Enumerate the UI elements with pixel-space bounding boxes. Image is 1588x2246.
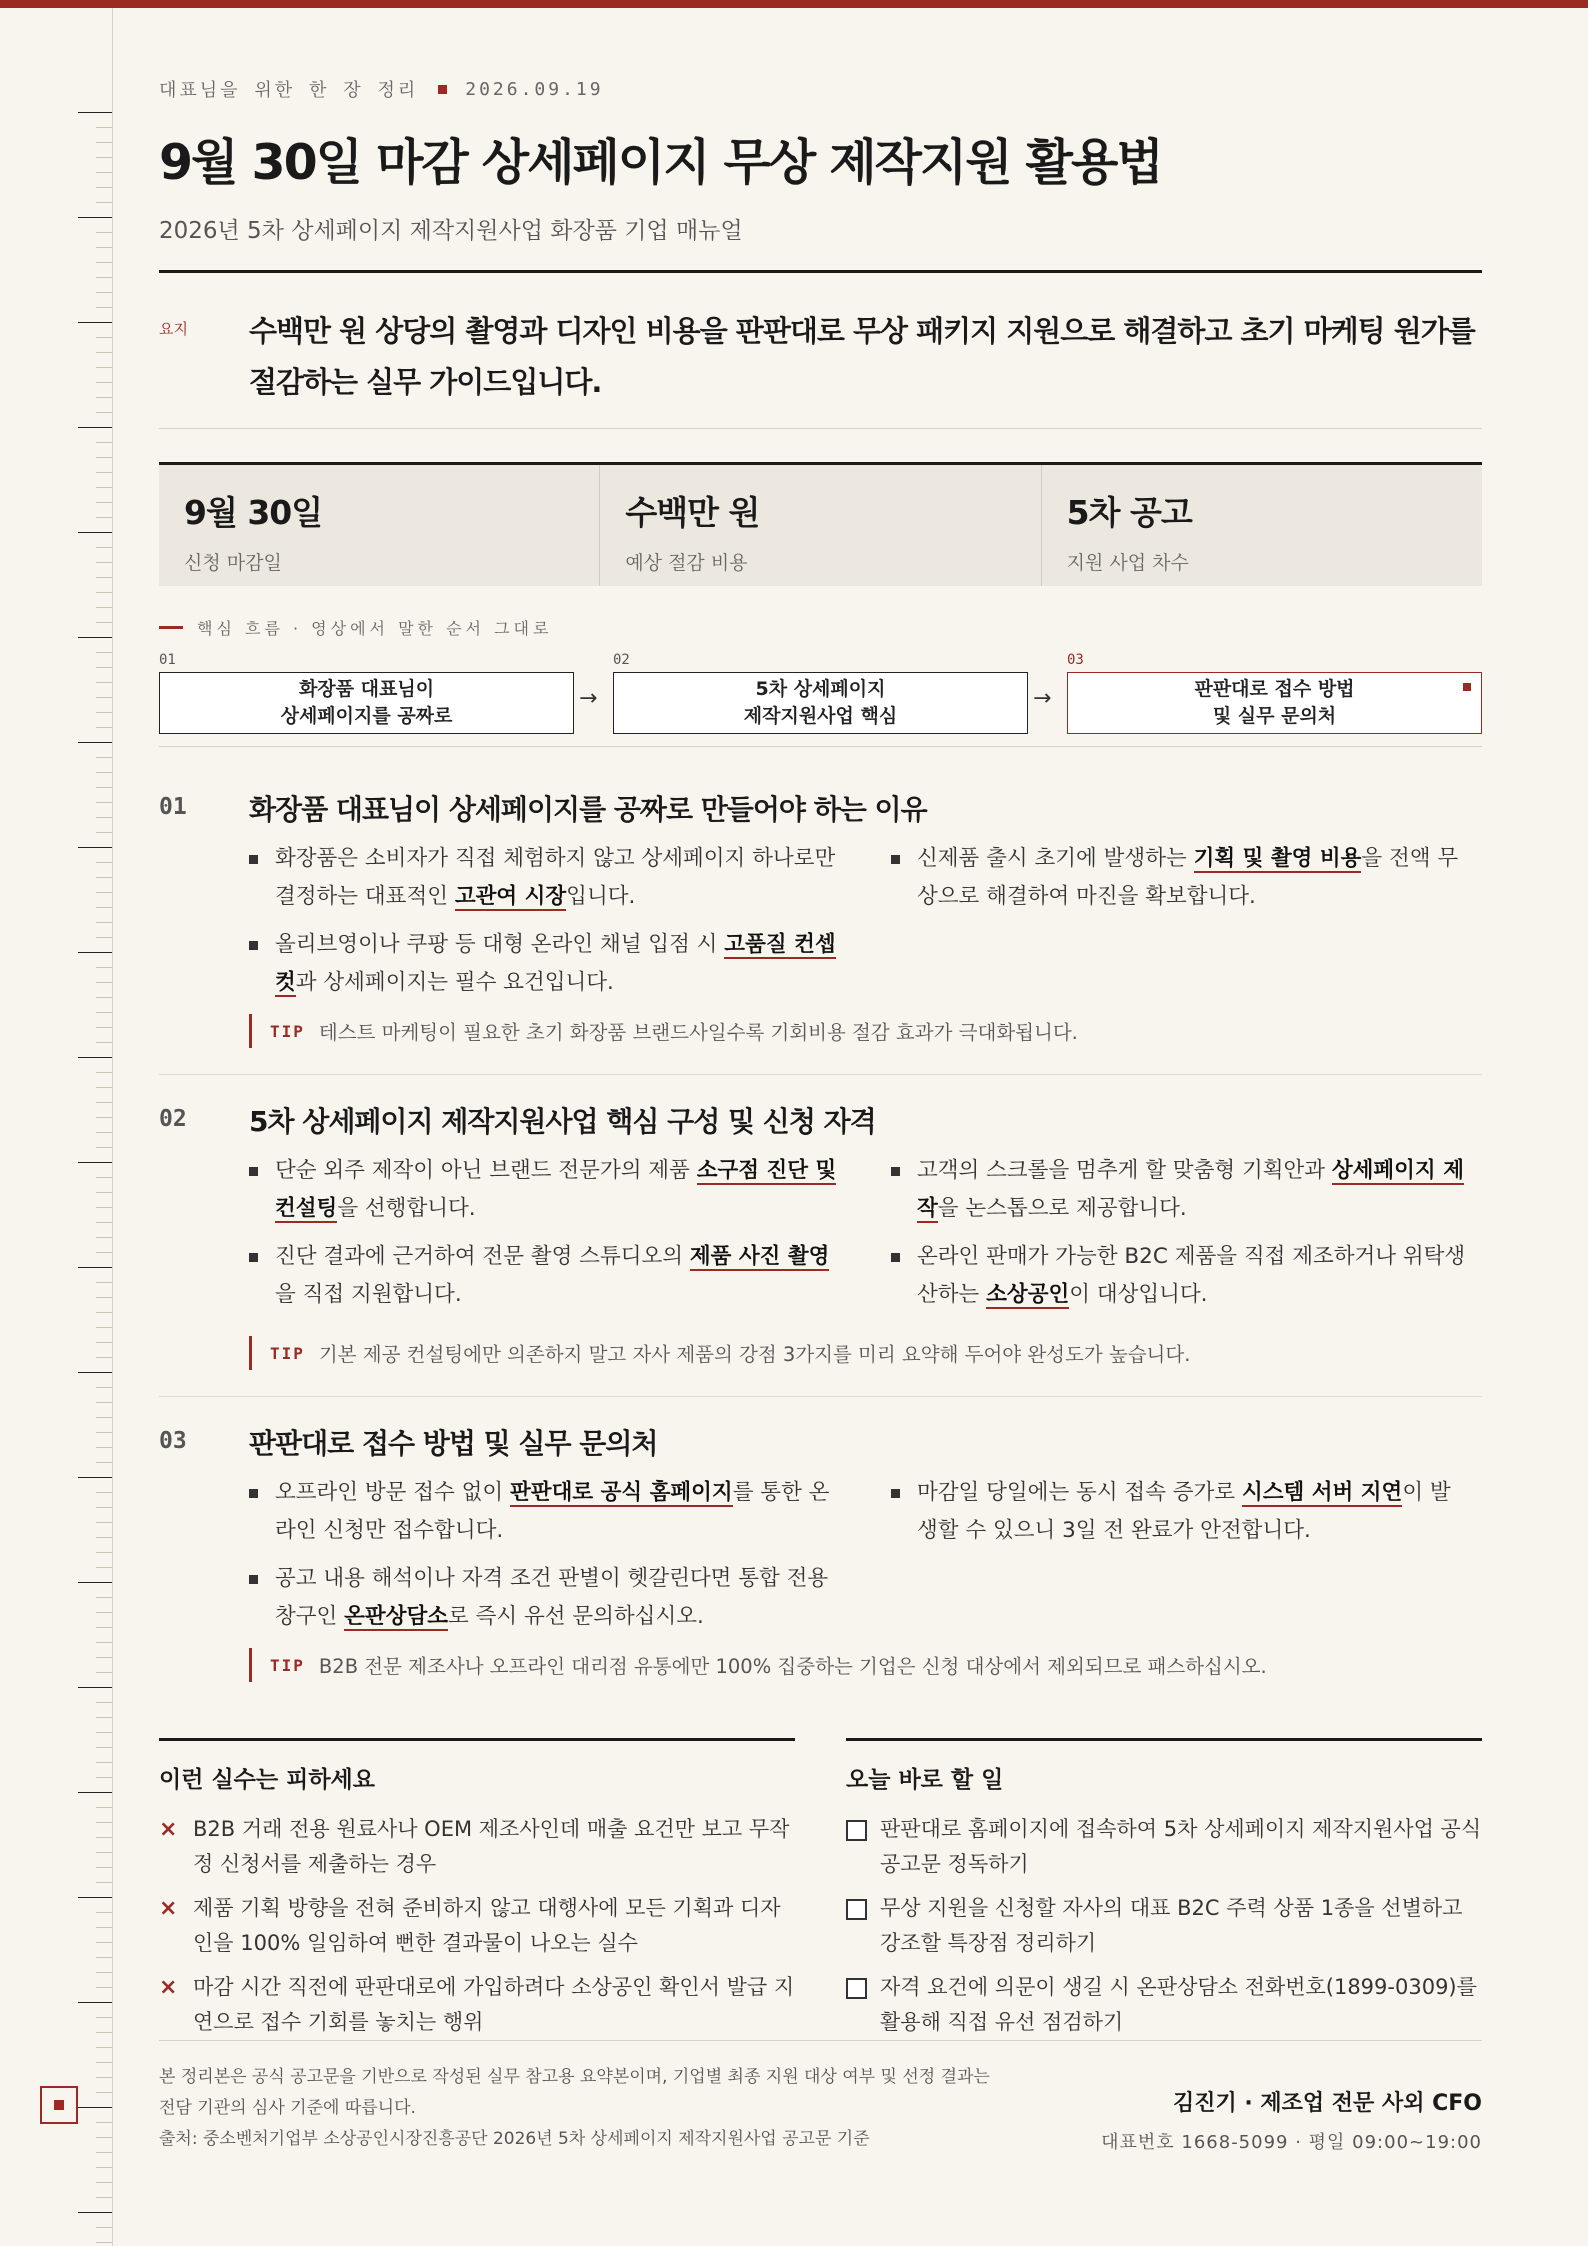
section-number: 02 [159, 1106, 187, 1132]
stat-value: 수백만 원 [625, 493, 760, 532]
ruler-tick [96, 1252, 112, 1253]
ruler-tick [96, 1612, 112, 1613]
ruler-tick [96, 1387, 112, 1388]
list-item: 신제품 출시 초기에 발생하는 기획 및 촬영 비용을 전액 무상으로 해결하여 마진을 확보합니다. [891, 840, 1471, 916]
ruler-tick [96, 1807, 112, 1808]
section-column-right [891, 1474, 1471, 1560]
ruler-tick [96, 1957, 112, 1958]
ruler-tick [96, 1672, 112, 1673]
footer-disclaimer [159, 2062, 1039, 2155]
ruler-tick [96, 1357, 112, 1358]
ruler-tick [96, 1447, 112, 1448]
ruler-tick [96, 2047, 112, 2048]
ruler-tick [96, 1567, 112, 1568]
flow-step-line: 판판대로 접수 방법 [1194, 678, 1355, 700]
ruler-tick [96, 517, 112, 518]
ruler-tick [96, 2122, 112, 2123]
mistakes-heading: 이런 실수는 피하세요 [159, 1767, 375, 1793]
ruler-tick [96, 1042, 112, 1043]
flow-step-number: 02 [613, 652, 630, 668]
tip-label: TIP [270, 1655, 305, 1675]
list-item: 고객의 스크롤을 멈추게 할 맞춤형 기획안과 상세페이지 제작을 논스톱으로 제공합니다. [891, 1152, 1471, 1228]
mistake-item: × 마감 시간 직전에 판판대로에 가입하려다 소상공인 확인서 발급 지연으로 접수 기회를 놓치는 행위 [159, 1970, 795, 2040]
ruler-tick [96, 142, 112, 143]
ruler-tick [96, 382, 112, 383]
ruler-tick [96, 727, 112, 728]
ruler-tick [96, 2227, 112, 2228]
list-item: 온라인 판매가 가능한 B2C 제품을 직접 제조하거나 위탁생산하는 소상공인이 대상입니다. [891, 1238, 1471, 1314]
divider [159, 428, 1482, 429]
list-item: 올리브영이나 쿠팡 등 대형 온라인 채널 입점 시 고품질 컨셉컷과 상세페이지는 필수 요건입니다. [249, 926, 849, 1002]
disclaimer-line: 본 정리본은 공식 공고문을 기반으로 작성된 실무 참고용 요약본이며, 기업별 최종 지원 대상 여부 및 선정 결과는 [159, 2067, 990, 2087]
ruler-tick [78, 1477, 112, 1478]
divider [159, 746, 1482, 747]
flow-heading-text: 핵심 흐름 · 영상에서 말한 순서 그대로 [197, 619, 553, 638]
arrow-right-icon: → [579, 686, 598, 711]
ruler-tick [96, 1417, 112, 1418]
flow-step-line: 상세페이지를 공짜로 [280, 705, 453, 727]
ruler-tick [96, 592, 112, 593]
ruler-tick [96, 472, 112, 473]
issue-date: 2026.09.19 [465, 78, 604, 100]
ruler-tick [96, 937, 112, 938]
stat-label: 신청 마감일 [184, 552, 282, 574]
ruler-tick [96, 1852, 112, 1853]
x-icon: × [159, 1817, 178, 1842]
list-item: 마감일 당일에는 동시 접속 증가로 시스템 서버 지연이 발생할 수 있으니 3일 전 완료가 안전합니다. [891, 1474, 1471, 1550]
ruler-tick [96, 607, 112, 608]
tip-text: B2B 전문 제조사나 오프라인 대리점 유통에만 100% 집중하는 기업은 신청 대상에서 제외되므로 패스하십시오. [318, 1655, 1267, 1678]
list-item: 오프라인 방문 접수 없이 판판대로 공식 홈페이지를 통한 온라인 신청만 접수합니다. [249, 1474, 849, 1550]
ruler-tick [96, 2137, 112, 2138]
flow-step-box [613, 672, 1028, 734]
tip-text: 테스트 마케팅이 필요한 초기 화장품 브랜드사일수록 기회비용 절감 효과가 극대화됩니다. [318, 1021, 1078, 1044]
ruler-tick [78, 427, 112, 428]
ruler-tick [96, 1882, 112, 1883]
page-title: 9월 30일 마감 상세페이지 무상 제작지원 활용법 [159, 134, 1162, 191]
ruler-tick [96, 1987, 112, 1988]
ruler-tick [96, 337, 112, 338]
section-heading: 5차 상세페이지 제작지원사업 핵심 구성 및 신청 자격 [249, 1105, 876, 1138]
section-heading: 화장품 대표님이 상세페이지를 공짜로 만들어야 하는 이유 [249, 793, 927, 826]
x-icon: × [159, 1896, 178, 1921]
section-number: 01 [159, 794, 187, 820]
ruler-tick [78, 1267, 112, 1268]
ruler-tick [96, 1132, 112, 1133]
ruler-tick [96, 1822, 112, 1823]
stat-label: 지원 사업 차수 [1066, 552, 1189, 574]
section-number: 03 [159, 1428, 187, 1454]
contact-info: 대표번호 1668-5099 · 평일 09:00~19:00 [1101, 2132, 1482, 2153]
list-item: 단순 외주 제작이 아닌 브랜드 전문가의 제품 소구점 진단 및 컨설팅을 선행합니다. [249, 1152, 849, 1228]
kicker [159, 76, 604, 102]
divider [159, 1074, 1482, 1075]
square-bullet-icon [438, 85, 447, 94]
ruler-tick [96, 1207, 112, 1208]
ruler-tick [78, 742, 112, 743]
section-column-left [249, 1474, 849, 1646]
ruler-tick [96, 622, 112, 623]
x-icon: × [159, 1975, 178, 2000]
flow-step-number: 03 [1067, 652, 1084, 668]
ruler-tick [96, 1312, 112, 1313]
author-name: 김진기 · 제조업 전문 사외 CFO [1172, 2091, 1482, 2116]
ruler-tick [78, 2107, 112, 2108]
ruler-tick [96, 1717, 112, 1718]
ruler-tick [78, 637, 112, 638]
ruler-tick [96, 547, 112, 548]
tip-label: TIP [270, 1021, 305, 1041]
summary-tag: 요지 [159, 320, 188, 338]
ruler-tick [96, 1837, 112, 1838]
todo-box [846, 1738, 1482, 2049]
flow-step-2 [613, 652, 1028, 734]
ruler-tick [96, 1177, 112, 1178]
tip-text: 기본 제공 컨설팅에만 의존하지 말고 자사 제품의 강점 3가지를 미리 요약해 두어야 완성도가 높습니다. [318, 1343, 1191, 1366]
ruler-tick [96, 1627, 112, 1628]
ruler-tick [96, 1507, 112, 1508]
stats-panel [159, 462, 1482, 586]
ruler-tick [96, 457, 112, 458]
stat-value: 9월 30일 [184, 493, 323, 532]
ruler-tick [96, 712, 112, 713]
ruler-tick [96, 2092, 112, 2093]
ruler-tick [96, 562, 112, 563]
flow-step-line: 제작지원사업 핵심 [743, 705, 898, 727]
ruler-tick [78, 847, 112, 848]
ruler-tick [78, 1162, 112, 1163]
checkbox-icon[interactable] [846, 1820, 867, 1841]
ruler-tick [96, 442, 112, 443]
ruler-tick [78, 1687, 112, 1688]
ruler-tick [96, 1462, 112, 1463]
ruler-tick [96, 817, 112, 818]
ruler-tick [96, 187, 112, 188]
ruler-tick [96, 1342, 112, 1343]
ruler-tick [96, 2077, 112, 2078]
ruler-tick [96, 997, 112, 998]
ruler-tick [96, 697, 112, 698]
ruler-tick [96, 577, 112, 578]
ruler-tick [96, 277, 112, 278]
disclaimer-line: 전담 기관의 심사 기준에 따릅니다. [159, 2098, 416, 2118]
ruler-tick [96, 1747, 112, 1748]
mistake-item: × 제품 기획 방향을 전혀 준비하지 않고 대행사에 모든 기획과 디자인을 100% 일임하여 뻔한 결과물이 나오는 실수 [159, 1891, 795, 1961]
ruler-tick [96, 367, 112, 368]
divider [846, 1738, 1482, 1741]
ruler-tick [78, 532, 112, 533]
list-item: 진단 결과에 근거하여 전문 촬영 스튜디오의 제품 사진 촬영을 직접 지원합니다. [249, 1238, 849, 1314]
checkbox-icon[interactable] [846, 1978, 867, 1999]
flow-step-number: 01 [159, 652, 176, 668]
ruler-tick [96, 982, 112, 983]
ruler-tick [96, 1327, 112, 1328]
ruler-tick [96, 862, 112, 863]
ruler-tick [96, 787, 112, 788]
flow-step-line: 화장품 대표님이 [298, 678, 435, 700]
ruler-tick [96, 502, 112, 503]
ruler-tick [78, 2212, 112, 2213]
flow-step-box [1067, 672, 1482, 734]
ruler-tick [96, 1972, 112, 1973]
list-item: 화장품은 소비자가 직접 체험하지 않고 상세페이지 하나로만 결정하는 대표적인 고관여 시장입니다. [249, 840, 849, 916]
section-heading: 판판대로 접수 방법 및 실무 문의처 [249, 1427, 658, 1460]
ruler-tick [96, 1297, 112, 1298]
list-item: 공고 내용 해석이나 자격 조건 판별이 헷갈린다면 통합 전용 창구인 온판상담소로 즉시 유선 문의하십시오. [249, 1560, 849, 1636]
ruler-tick [96, 307, 112, 308]
ruler-tick [96, 1072, 112, 1073]
mistakes-box [159, 1738, 795, 2049]
tip-callout [249, 1648, 1267, 1682]
ruler-tick [96, 1012, 112, 1013]
ruler-tick [96, 967, 112, 968]
ruler-tick [96, 2167, 112, 2168]
ruler-tick [96, 1552, 112, 1553]
ruler-tick [96, 157, 112, 158]
ruler-tick [96, 247, 112, 248]
ruler-tick [96, 832, 112, 833]
ruler-tick [96, 1867, 112, 1868]
flow-step-1 [159, 652, 574, 734]
ruler-tick [96, 922, 112, 923]
ruler-tick [78, 2002, 112, 2003]
stat-deadline [159, 465, 600, 586]
ruler-tick [96, 1912, 112, 1913]
ruler-tick [96, 1402, 112, 1403]
dash-icon [159, 626, 183, 629]
ruler-tick [96, 2242, 112, 2243]
ruler-tick [96, 1942, 112, 1943]
ruler-tick [96, 1102, 112, 1103]
ruler-tick [96, 232, 112, 233]
todo-item[interactable]: 판판대로 홈페이지에 접속하여 5차 상세페이지 제작지원사업 공식 공고문 정독하기 [846, 1812, 1482, 1882]
ruler-tick [96, 1222, 112, 1223]
ruler-tick [96, 397, 112, 398]
ruler-tick [96, 1282, 112, 1283]
page-subtitle: 2026년 5차 상세페이지 제작지원사업 화장품 기업 매뉴얼 [159, 218, 743, 244]
ruler-tick [96, 292, 112, 293]
ruler-tick [96, 1927, 112, 1928]
ruler-tick [96, 2032, 112, 2033]
ruler-tick [78, 217, 112, 218]
stat-label: 예상 절감 비용 [625, 552, 748, 574]
tip-label: TIP [270, 1343, 305, 1363]
ruler-tick [96, 1732, 112, 1733]
ruler-tick [78, 952, 112, 953]
ruler-tick [96, 2182, 112, 2183]
flow-step-3 [1067, 652, 1482, 734]
ruler-tick [96, 1762, 112, 1763]
ruler-tick [78, 1897, 112, 1898]
ruler-tick [96, 877, 112, 878]
corner-mark-icon [40, 2086, 78, 2124]
left-ruler [78, 8, 112, 2246]
ruler-tick [96, 1087, 112, 1088]
todo-heading: 오늘 바로 할 일 [846, 1767, 1004, 1793]
ruler-tick [96, 1432, 112, 1433]
ruler-tick [96, 757, 112, 758]
ruler-tick [96, 1117, 112, 1118]
ruler-tick [96, 1597, 112, 1598]
ruler-tick [78, 1372, 112, 1373]
flow-heading [159, 616, 552, 639]
marker-icon [1463, 683, 1471, 691]
ruler-tick [96, 352, 112, 353]
ruler-tick [96, 772, 112, 773]
section-column-left [249, 1152, 849, 1324]
ruler-tick [96, 2197, 112, 2198]
section-column-left [249, 840, 849, 1012]
ruler-tick [96, 1522, 112, 1523]
ruler-tick [96, 1642, 112, 1643]
divider [159, 1396, 1482, 1397]
todo-item[interactable]: 무상 지원을 신청할 자사의 대표 B2C 주력 상품 1종을 선별하고 강조할 특장점 정리하기 [846, 1891, 1482, 1961]
ruler-tick [96, 1492, 112, 1493]
ruler-tick [96, 202, 112, 203]
ruler-tick [96, 262, 112, 263]
ruler-tick [96, 412, 112, 413]
top-accent-bar [0, 0, 1588, 8]
ruler-tick [96, 1192, 112, 1193]
ruler-tick [78, 112, 112, 113]
ruler-tick [96, 1027, 112, 1028]
ruler-tick [96, 1777, 112, 1778]
ruler-tick [96, 652, 112, 653]
todo-item[interactable]: 자격 요건에 의문이 생길 시 온판상담소 전화번호(1899-0309)를 활용해 직접 유선 점검하기 [846, 1970, 1482, 2040]
stat-round [1042, 465, 1482, 586]
ruler-tick [96, 1147, 112, 1148]
flow-diagram [159, 652, 1482, 756]
flow-step-line: 5차 상세페이지 [755, 678, 886, 700]
ruler-tick [78, 1792, 112, 1793]
ruler-tick [96, 682, 112, 683]
divider [159, 1738, 795, 1741]
ruler-tick [96, 2062, 112, 2063]
ruler-tick [96, 667, 112, 668]
ruler-tick [96, 2017, 112, 2018]
flow-step-box [159, 672, 574, 734]
ruler-tick [78, 322, 112, 323]
margin-line [112, 8, 113, 2246]
ruler-tick [96, 172, 112, 173]
ruler-tick [96, 1237, 112, 1238]
ruler-tick [96, 892, 112, 893]
mistake-item: × B2B 거래 전용 원료사나 OEM 제조사인데 매출 요건만 보고 무작정 신청서를 제출하는 경우 [159, 1812, 795, 1882]
kicker-text: 대표님을 위한 한 장 정리 [159, 80, 419, 101]
ruler-tick [96, 1537, 112, 1538]
ruler-tick [96, 127, 112, 128]
ruler-tick [78, 1582, 112, 1583]
ruler-tick [96, 1702, 112, 1703]
tip-callout [249, 1336, 1190, 1370]
stat-savings [600, 465, 1041, 586]
section-column-right [891, 1152, 1471, 1324]
ruler-tick [78, 1057, 112, 1058]
ruler-tick [96, 802, 112, 803]
stat-value: 5차 공고 [1066, 493, 1192, 532]
divider [159, 2040, 1482, 2041]
ruler-tick [96, 487, 112, 488]
divider [159, 270, 1482, 273]
checkbox-icon[interactable] [846, 1899, 867, 1920]
section-column-right [891, 840, 1471, 926]
summary-text: 수백만 원 상당의 촬영과 디자인 비용을 판판대로 무상 패키지 지원으로 해결하고 초기 마케팅 원가를 절감하는 실무 가이드입니다. [249, 314, 1475, 399]
arrow-right-icon: → [1033, 686, 1052, 711]
ruler-tick [96, 907, 112, 908]
ruler-tick [96, 2152, 112, 2153]
ruler-tick [96, 1657, 112, 1658]
flow-step-line: 및 실무 문의처 [1212, 705, 1337, 727]
tip-callout [249, 1014, 1078, 1048]
source-line: 출처: 중소벤처기업부 소상공인시장진흥공단 2026년 5차 상세페이지 제작지원사업 공고문 기준 [159, 2129, 870, 2149]
